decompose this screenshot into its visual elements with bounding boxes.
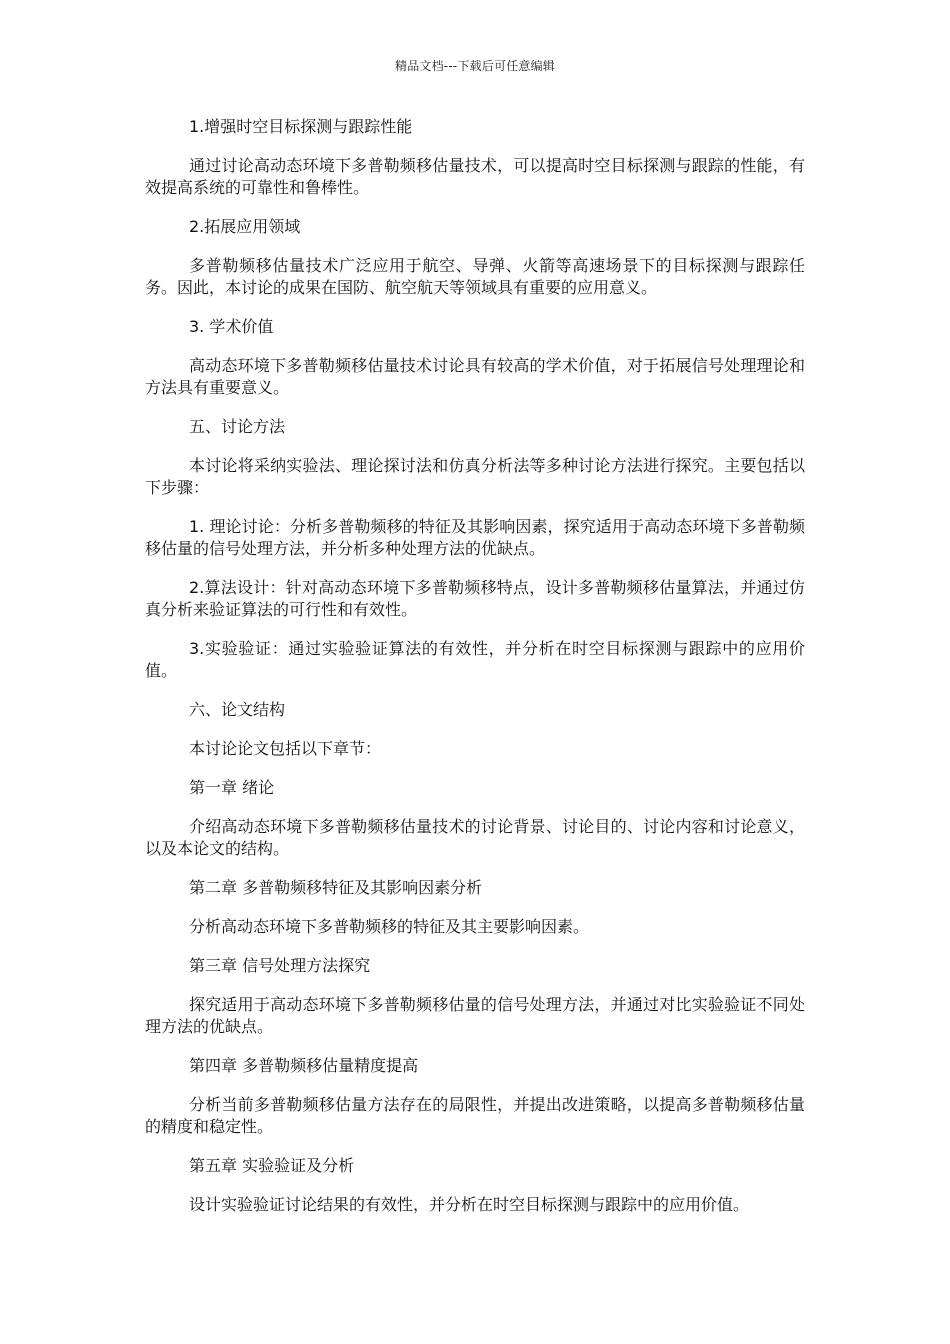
section-heading-2: 2.拓展应用领域 (189, 217, 301, 236)
step-2-paragraph: 2.算法设计：针对高动态环境下多普勒频移特点，设计多普勒频移估量算法，并通过仿真分析来验证算法的可行性和有效性。 (145, 578, 805, 619)
paragraph-1: 通过讨论高动态环境下多普勒频移估量技术，可以提高时空目标探测与跟踪的性能，有效提高系统的可靠性和鲁棒性。 (145, 156, 805, 197)
paragraph-2: 多普勒频移估量技术广泛应用于航空、导弹、火箭等高速场景下的目标探测与跟踪任务。因此，本讨论的成果在国防、航空航天等领域具有重要的应用意义。 (145, 256, 805, 297)
paragraph-methods-intro: 本讨论将采纳实验法、理论探讨法和仿真分析法等多种讨论方法进行探究。主要包括以下步骤： (145, 456, 805, 497)
page-header: 精品文档---下载后可任意编辑 (395, 59, 555, 73)
section-heading-1: 1.增强时空目标探测与跟踪性能 (189, 117, 413, 136)
section-heading-methods: 五、讨论方法 (189, 417, 286, 436)
chapter-5-description: 设计实验验证讨论结果的有效性，并分析在时空目标探测与跟踪中的应用价值。 (189, 1195, 750, 1214)
chapter-1-description: 介绍高动态环境下多普勒频移估量技术的讨论背景、讨论目的、讨论内容和讨论意义，以及本论文的结构。 (145, 817, 805, 858)
chapter-2-title: 第二章 多普勒频移特征及其影响因素分析 (189, 878, 483, 897)
step-3-paragraph: 3.实验验证：通过实验验证算法的有效性，并分析在时空目标探测与跟踪中的应用价值。 (145, 639, 805, 680)
document-body (145, 116, 805, 1233)
chapter-3-title: 第三章 信号处理方法探究 (189, 956, 371, 975)
chapter-5-title: 第五章 实验验证及分析 (189, 1156, 355, 1175)
chapter-1-title: 第一章 绪论 (189, 778, 275, 797)
section-heading-3: 3. 学术价值 (189, 317, 274, 336)
section-heading-structure: 六、论文结构 (189, 700, 286, 719)
structure-intro: 本讨论论文包括以下章节： (189, 739, 382, 758)
chapter-4-description: 分析当前多普勒频移估量方法存在的局限性，并提出改进策略，以提高多普勒频移估量的精度和稳定性。 (145, 1095, 805, 1136)
chapter-3-description: 探究适用于高动态环境下多普勒频移估量的信号处理方法，并通过对比实验验证不同处理方法的优缺点。 (145, 995, 805, 1036)
chapter-2-description: 分析高动态环境下多普勒频移的特征及其主要影响因素。 (189, 917, 590, 936)
paragraph-3: 高动态环境下多普勒频移估量技术讨论具有较高的学术价值，对于拓展信号处理理论和方法具有重要意义。 (145, 356, 805, 397)
chapter-4-title: 第四章 多普勒频移估量精度提高 (189, 1056, 419, 1075)
step-1-paragraph: 1. 理论讨论：分析多普勒频移的特征及其影响因素，探究适用于高动态环境下多普勒频移估量的信号处理方法，并分析多种处理方法的优缺点。 (145, 517, 805, 558)
